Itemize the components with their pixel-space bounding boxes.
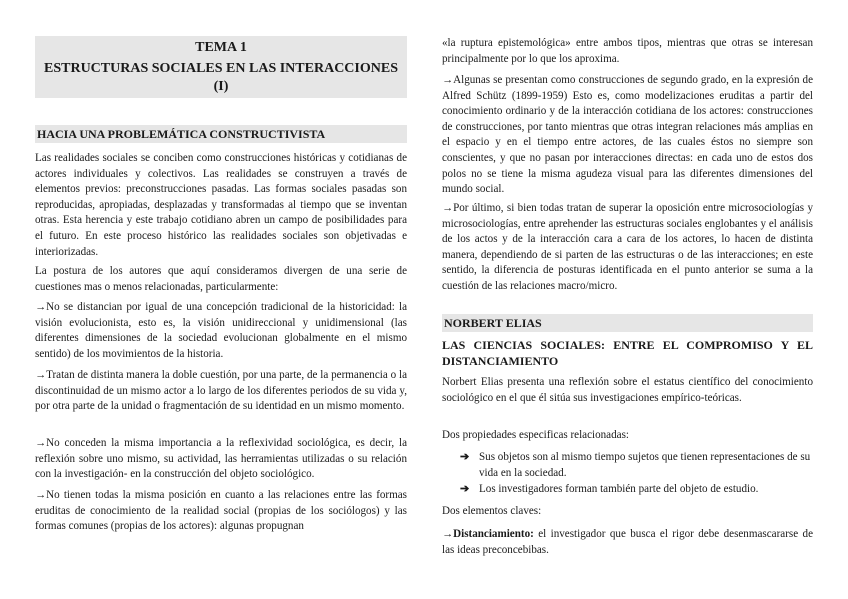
paragraph: Las realidades sociales se conciben como construcciones históricas y cotidianas de actores individuales y colectivos. Las realidades se construyen a través de elementos previos: preconstrucciones pasadas. Las formas sociales pasadas son reproducidas, apropiadas, desplazadas y transformadas al tiempo que se inventan otras. Esta herencia y este trabajo cotidiano abren un campo de posibilidades para el futuro. En este proceso histórico las realidades sociales son objetivadas e interiorizadas. (35, 152, 407, 258)
tema-label: TEMA 1 (195, 40, 247, 55)
title-line-1: ESTRUCTURAS SOCIALES EN LAS INTERACCIONES (44, 61, 398, 76)
subheading: LAS CIENCIAS SOCIALES: ENTRE EL COMPROMISO Y EL DISTANCIAMIENTO (442, 338, 813, 368)
paragraph: →No se distancian por igual de una concepción tradicional de la historicidad: la visión evolucionista, esto es, la visión unidireccional y unidimensional (las diferentes dimensiones de la sociedad evolucionan globalmente en el mismo sentido) de los movimientos de la historia. (35, 301, 407, 360)
paragraph: →Tratan de distinta manera la doble cuestión, por una parte, de la permanencia o la discontinuidad de un mismo actor a lo largo de los diferentes periodos de su vida y, por otra parte de la unidad o fragmentación de su identidad en un mismo momento. (35, 369, 407, 413)
list-item-text: Los investigadores forman también parte del objeto de estudio. (479, 483, 759, 496)
paragraph: «la ruptura epistemológica» entre ambos tipos, mientras que otras se interesan principalmente por lo que los aproxima. (442, 37, 813, 65)
title-box (35, 36, 407, 98)
arrow-icon: ➔ (460, 451, 470, 463)
arrow-icon: ➔ (460, 483, 470, 496)
list-item (460, 482, 813, 498)
paragraph (442, 527, 813, 558)
section-heading-constructivista: HACIA UNA PROBLEMÁTICA CONSTRUCTIVISTA (35, 125, 407, 143)
paragraph: →Algunas se presentan como construcciones de segundo grado, en la expresión de Alfred Schütz (1899-1959) Esto es, como modelizaciones eruditas a partir del conocimiento ordinario y de la interacción cotidiana de los actores: construcciones de construcciones, por tanto mientras que otras integran relaciones más amplias en el espacio y en el tiempo entre actores, de las cuales éstos no siempre son conscientes, y que no pasan por interacciones directas: en cada uno de estos dos polos no se tiene la misma agudeza visual para las diferentes dimensiones del mundo social. (442, 74, 813, 196)
bullet-list (460, 450, 813, 499)
paragraph: Dos elementos claves: (442, 505, 542, 517)
list-item-text: Sus objetos son al mismo tiempo sujetos que tienen representaciones de su vida en la sociedad. (479, 451, 811, 479)
paragraph: Norbert Elias presenta una reflexión sobre el estatus científico del conocimiento sociológico en el que él sitúa sus investigaciones empírico-teóricas. (442, 376, 813, 404)
paragraph: →No tienen todas la misma posición en cuanto a las relaciones entre las formas eruditas de conocimiento de la realidad social (propias de los sociólogos) y las formas comunes (propias de los actores): algunas propugnan (35, 489, 407, 533)
paragraph: Dos propiedades especificas relacionadas: (442, 429, 629, 441)
definition-text: el investigador que busca el rigor debe desenmascararse de las ideas preconcebibas. (442, 528, 813, 556)
paragraph: La postura de los autores que aquí consideramos divergen de una serie de cuestiones mas o menos relacionadas, particularmente: (35, 265, 407, 293)
section-heading-norbert-elias: NORBERT ELIAS (442, 314, 813, 332)
arrow-prefix: → (442, 528, 454, 540)
title-line-2: (I) (213, 79, 229, 94)
paragraph: →No conceden la misma importancia a la reflexividad sociológica, es decir, la reflexión sobre uno mismo, su actividad, las herramientas utilizadas o su relación con la investigación- en la construcción del objeto sociológico. (35, 437, 407, 481)
list-item (460, 450, 813, 481)
term-distanciamiento: Distanciamiento: (453, 528, 534, 540)
paragraph: →Por último, si bien todas tratan de superar la oposición entre microsociologías y microsociologías, entre aprehender las estructuras sociales englobantes y el análisis de los actos y de la interacción cara a cara de los actores, lo hacen de distinta manera, dependiendo de si parten de las estructuras o de las interacciones; en este sentido, la diferencia de posturas identificada en el punto anterior se suma a la cuestión de las relaciones macro/micro. (442, 202, 813, 292)
document-title (35, 60, 407, 96)
